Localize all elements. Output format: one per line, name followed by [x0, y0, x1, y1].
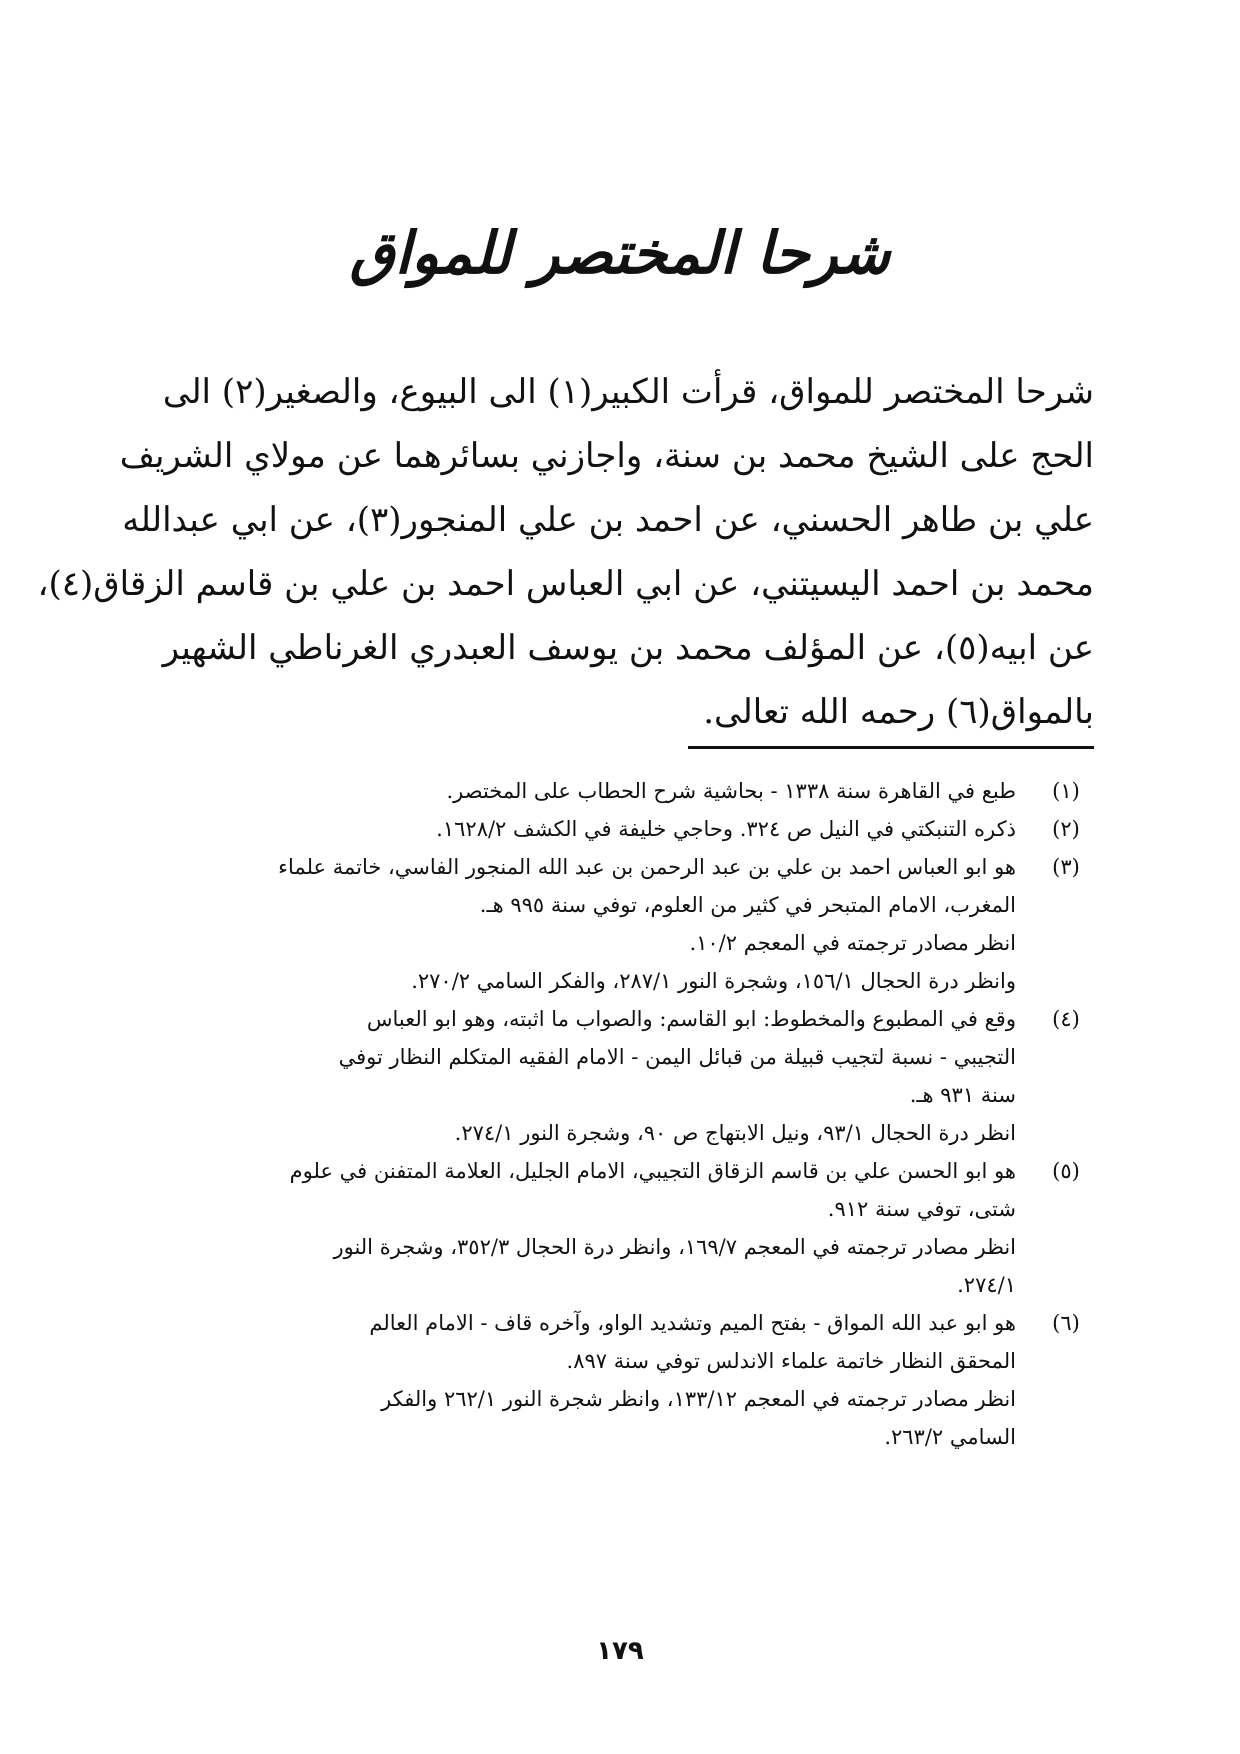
- footnote-line: التجيبي - نسبة لتجيب قبيلة من قبائل اليمن - الامام الفقيه المتكلم النظار توفي: [338, 1045, 1016, 1069]
- footnote-number: (٢): [1052, 817, 1080, 841]
- footnote-1: [168, 772, 1094, 810]
- footnote-number: (٤): [1052, 1007, 1080, 1031]
- footnote-number: (١): [1052, 779, 1080, 803]
- body-paragraph: [37, 360, 1094, 744]
- footnote-divider: [688, 746, 1094, 749]
- footnote-line: شتى، توفي سنة ٩١٢.: [827, 1197, 1016, 1221]
- footnote-number: (٣): [1052, 855, 1080, 879]
- footnote-5: [168, 1152, 1094, 1304]
- footnote-line: سنة ٩٣١ هـ.: [909, 1083, 1016, 1107]
- footnote-line: هو ابو العباس احمد بن علي بن عبد الرحمن بن عبد الله المنجور الفاسي، خاتمة علماء: [278, 855, 1016, 879]
- footnote-line: ذكره التنبكتي في النيل ص ٣٢٤. وحاجي خليفة في الكشف ١٦٢٨/٢.: [436, 817, 1016, 841]
- footnote-number: (٥): [1052, 1159, 1080, 1183]
- footnote-3: [168, 848, 1094, 1000]
- footnote-line: انظر درة الحجال ٩٣/١، ونيل الابتهاج ص ٩٠، وشجرة النور ٢٧٤/١.: [454, 1121, 1016, 1145]
- body-line: علي بن طاهر الحسني، عن احمد بن علي المنجور(٣)، عن ابي عبدالله: [122, 500, 1094, 540]
- footnote-2: [168, 810, 1094, 848]
- footnote-line: المحقق النظار خاتمة علماء الاندلس توفي سنة ٨٩٧.: [566, 1349, 1016, 1373]
- footnote-line: هو ابو الحسن علي بن قاسم الزقاق التجيبي، الامام الجليل، العلامة المتفنن في علوم: [289, 1159, 1016, 1183]
- footnote-line: انظر مصادر ترجمته في المعجم ١٠/٢.: [689, 931, 1016, 955]
- footnote-number: (٦): [1052, 1311, 1080, 1335]
- footnote-line: هو ابو عبد الله المواق - بفتح الميم وتشديد الواو، وآخره قاف - الامام العالم: [369, 1311, 1016, 1335]
- body-line: الحج على الشيخ محمد بن سنة، واجازني بسائرهما عن مولاي الشريف: [119, 436, 1094, 476]
- footnote-line: طبع في القاهرة سنة ١٣٣٨ - بحاشية شرح الحطاب على المختصر.: [446, 779, 1016, 803]
- footnote-line: وقع في المطبوع والمخطوط: ابو القاسم: والصواب ما اثبته، وهو ابو العباس: [366, 1007, 1016, 1031]
- footnote-line: المغرب، الامام المتبحر في كثير من العلوم، توفي سنة ٩٩٥ هـ.: [479, 893, 1016, 917]
- footnote-6: [168, 1304, 1094, 1456]
- body-line: بالمواق(٦) رحمه الله تعالى.: [703, 692, 1094, 732]
- footnote-line: انظر مصادر ترجمته في المعجم ١٣٣/١٢، وانظر شجرة النور ٢٦٢/١ والفكر: [381, 1387, 1016, 1411]
- body-line: محمد بن احمد اليسيتني، عن ابي العباس احمد بن علي بن قاسم الزقاق(٤)،: [37, 564, 1094, 604]
- page-number: ١٧٩: [596, 1636, 644, 1666]
- footnote-line: السامي ٢٦٣/٢.: [884, 1425, 1016, 1449]
- chapter-title: شرحا المختصر للمواق: [349, 219, 891, 287]
- footnote-4: [168, 1000, 1094, 1152]
- footnote-line: ٢٧٤/١.: [957, 1273, 1016, 1297]
- body-line: عن ابيه(٥)، عن المؤلف محمد بن يوسف العبدري الغرناطي الشهير: [162, 628, 1094, 668]
- footnote-line: وانظر درة الحجال ١٥٦/١، وشجرة النور ٢٨٧/١، والفكر السامي ٢٧٠/٢.: [411, 969, 1016, 993]
- footnotes-section: [168, 772, 1094, 1456]
- body-line: شرحا المختصر للمواق، قرأت الكبير(١) الى البيوع، والصغير(٢) الى: [162, 372, 1094, 412]
- footnote-line: انظر مصادر ترجمته في المعجم ١٦٩/٧، وانظر درة الحجال ٣٥٢/٣، وشجرة النور: [333, 1235, 1016, 1259]
